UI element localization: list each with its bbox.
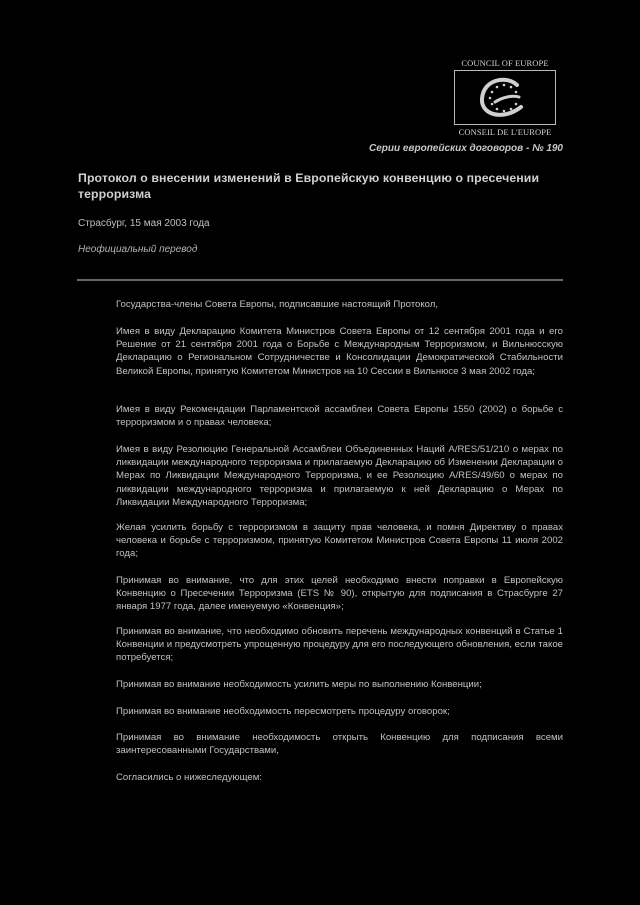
preamble-paragraph-8 [116,678,563,691]
council-of-europe-logo [452,58,558,137]
preamble-paragraph-6 [116,574,563,614]
document-title: Протокол о внесении изменений в Европейскую конвенцию о пресечении терроризма [78,171,540,201]
preamble-paragraph-11 [116,771,563,784]
council-of-europe-emblem-icon [455,71,555,124]
paragraph-text: Имея в виду Резолюцию Генеральной Ассамблеи Объединенных Наций A/RES/51/210 о мерах по ликвидации международного терроризма и прилагаемую Декларацию об Изменении Декларации о Мерах по Ликвидации Международного Терроризма, и ее Резолюцию A/RES/49/60 о мерах по ликвидации международного терроризма и прилагаемую к ней Декларацию о Мерах по Ликвидации Международного Терроризма; [116,444,563,508]
paragraph-text: Желая усилить борьбу с терроризмом в защиту прав человека, и помня Директиву о правах человека и борьбе с терроризмом, принятую Комитетом Министров Совета Европы 11 июля 2002 года; [116,522,563,560]
place-date: Страсбург, 15 мая 2003 года [78,218,210,229]
paragraph-text: Принимая во внимание необходимость усилить меры по выполнению Конвенции; [116,679,482,690]
paragraph-text: Государства-члены Совета Европы, подписавшие настоящий Протокол, [116,299,439,310]
translation-note: Неофициальный перевод [78,244,198,255]
logo-top-text: COUNCIL OF EUROPE [461,58,549,68]
paragraph-text: Принимая во внимание необходимость пересмотреть процедуру оговорок; [116,706,450,717]
preamble-paragraph-2 [116,325,563,378]
preamble-paragraph-4 [116,443,563,509]
header-divider [77,279,563,281]
logo-frame [454,70,556,125]
preamble-paragraph-1 [116,298,563,311]
preamble-paragraph-3 [116,403,563,429]
preamble-paragraph-7 [116,625,563,665]
paragraph-text: Принимая во внимание необходимость открыть Конвенцию для подписания всеми заинтересованными Государствами, [116,732,563,757]
paragraph-text: Принимая во внимание, что для этих целей необходимо внести поправки в Европейскую Конвенцию о Пресечении Терроризма (ETS № 90), открытую для подписания в Страсбурге 27 января 1977 года, далее именуемую «Конвенция»; [116,575,563,613]
paragraph-text: Принимая во внимание, что необходимо обновить перечень международных конвенций в Статье 1 Конвенции и предусмотреть упрощенную процедуру для его последующего обновления, если такое потребуется; [116,626,563,664]
preamble-paragraph-10 [116,731,563,757]
paragraph-text: Имея в виду Рекомендации Парламентской ассамблеи Совета Европы 1550 (2002) о борьбе с терроризмом и о правах человека; [116,404,563,429]
preamble-paragraph-9 [116,705,563,718]
preamble-paragraph-5 [116,521,563,561]
treaty-series-label: Серии европейских договоров - № 190 [368,143,563,154]
logo-bottom-text: CONSEIL DE L'EUROPE [458,127,552,137]
paragraph-text: Имея в виду Декларацию Комитета Министров Совета Европы от 12 сентября 2001 года и его Решение от 21 сентября 2001 года о Борьбе с Международным Терроризмом, и Вильнюсскую Декларацию о Региональном Сотрудничестве и Консолидации Демократической Стабильности Великой Европы, принятую Комитетом Министров на 10 Сессии в Вильнюсе 3 мая 2002 года; [116,326,563,377]
paragraph-text: Согласились о нижеследующем: [116,772,262,783]
